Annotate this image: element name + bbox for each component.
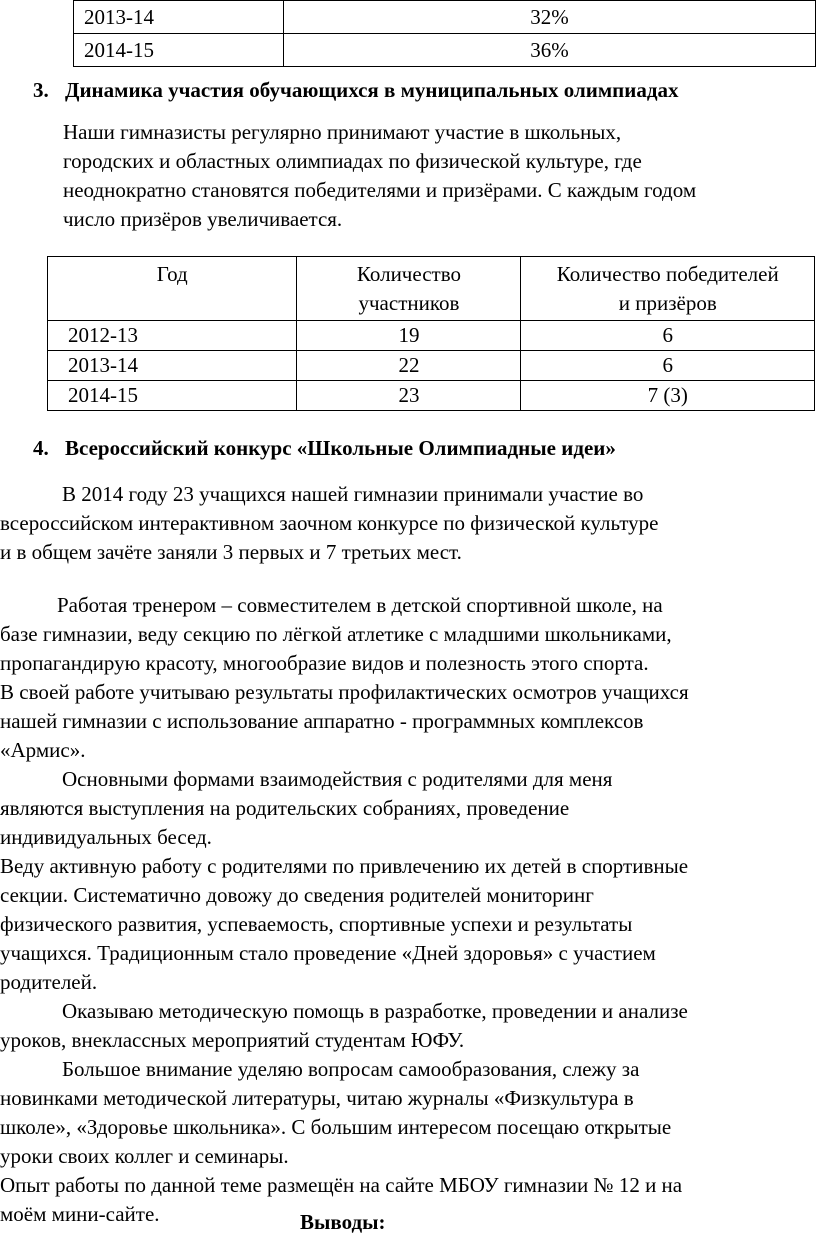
header-winners: Количество победителей и призёров: [521, 257, 815, 321]
table-cell-year: 2013-14: [74, 1, 284, 34]
section-3-heading: [33, 78, 678, 103]
table-cell-year: 2014-15: [74, 34, 284, 67]
header-year: Год: [48, 257, 297, 321]
paragraph-line: базе гимназии, веду секцию по лёгкой атлетике с младшими школьниками,: [0, 622, 672, 646]
paragraph-line: являются выступления на родительских собраниях, проведение: [0, 796, 570, 820]
paragraph-line: В своей работе учитываю результаты профилактических осмотров учащихся: [0, 680, 689, 704]
percent-table: [73, 0, 816, 67]
paragraph-line: число призёров увеличивается.: [63, 207, 343, 231]
paragraph-line: «Армис».: [0, 738, 86, 762]
section-3-paragraph: [63, 118, 813, 234]
paragraph-line: Веду активную работу с родителями по привлечению их детей в спортивные: [0, 854, 689, 878]
paragraph-line: уроки своих коллег и семинары.: [0, 1144, 289, 1168]
body-text: [0, 591, 816, 1229]
cell-winners: 6: [521, 321, 815, 351]
paragraph-line: В 2014 году 23 учащихся нашей гимназии принимали участие во: [62, 482, 644, 506]
cell-year: 2012-13: [48, 321, 297, 351]
section-title: Динамика участия обучающихся в муниципальных олимпиадах: [65, 78, 679, 102]
paragraph-line: секции. Систематично довожу до сведения родителей мониторинг: [0, 883, 594, 907]
paragraph-line: Наши гимназисты регулярно принимают участие в школьных,: [63, 120, 622, 144]
paragraph-line: уроков, внеклассных мероприятий студентам ЮФУ.: [0, 1028, 465, 1052]
cell-year: 2013-14: [48, 351, 297, 381]
paragraph-line: Основными формами взаимодействия с родителями для меня: [62, 767, 613, 791]
paragraph-line: моём мини-сайте.: [0, 1202, 160, 1226]
cell-winners: 7 (3): [521, 381, 815, 411]
table-row: [74, 34, 816, 67]
paragraph-line: всероссийском интерактивном заочном конкурсе по физической культуре: [0, 511, 659, 535]
section-4-paragraph: [0, 480, 816, 567]
paragraph-line: и в общем зачёте заняли 3 первых и 7 третьих мест.: [0, 540, 462, 564]
table-cell-value: 36%: [284, 34, 816, 67]
table-cell-value: 32%: [284, 1, 816, 34]
paragraph-line: нашей гимназии с использование аппаратно - программных комплексов: [0, 709, 644, 733]
table-row: [48, 381, 815, 411]
paragraph-line: Работая тренером – совместителем в детской спортивной школе, на: [57, 593, 663, 617]
conclusion-heading: Выводы:: [300, 1210, 386, 1234]
paragraph-line: учащихся. Традиционным стало проведение «Дней здоровья» с участием: [0, 941, 656, 965]
table-header-row: [48, 257, 815, 321]
cell-winners: 6: [521, 351, 815, 381]
table-row: [48, 321, 815, 351]
paragraph-line: неоднократно становятся победителями и призёрами. С каждым годом: [63, 178, 697, 202]
paragraph-line: новинками методической литературы, читаю журналы «Физкультура в: [0, 1086, 634, 1110]
section-number: 4.: [33, 436, 49, 460]
paragraph-line: индивидуальных бесед.: [0, 825, 212, 849]
paragraph-line: Опыт работы по данной теме размещён на сайте МБОУ гимназии № 12 и на: [0, 1173, 683, 1197]
section-number: 3.: [33, 78, 49, 102]
table-row: [74, 1, 816, 34]
header-participants: Количество участников: [297, 257, 521, 321]
section-title: Всероссийский конкурс «Школьные Олимпиадные идеи»: [65, 436, 616, 460]
table-row: [48, 351, 815, 381]
paragraph-line: физического развития, успеваемость, спортивные успехи и результаты: [0, 912, 633, 936]
section-4-heading: [33, 436, 616, 461]
olympiad-table: [47, 256, 815, 411]
cell-participants: 19: [297, 321, 521, 351]
paragraph-line: Большое внимание уделяю вопросам самообразования, слежу за: [62, 1057, 640, 1081]
paragraph-line: школе», «Здоровье школьника». С большим интересом посещаю открытые: [0, 1115, 672, 1139]
paragraph-line: пропагандирую красоту, многообразие видов и полезность этого спорта.: [0, 651, 649, 675]
paragraph-line: городских и областных олимпиадах по физической культуре, где: [63, 149, 642, 173]
cell-year: 2014-15: [48, 381, 297, 411]
cell-participants: 23: [297, 381, 521, 411]
paragraph-line: Оказываю методическую помощь в разработке, проведении и анализе: [62, 999, 688, 1023]
cell-participants: 22: [297, 351, 521, 381]
paragraph-line: родителей.: [0, 970, 98, 994]
